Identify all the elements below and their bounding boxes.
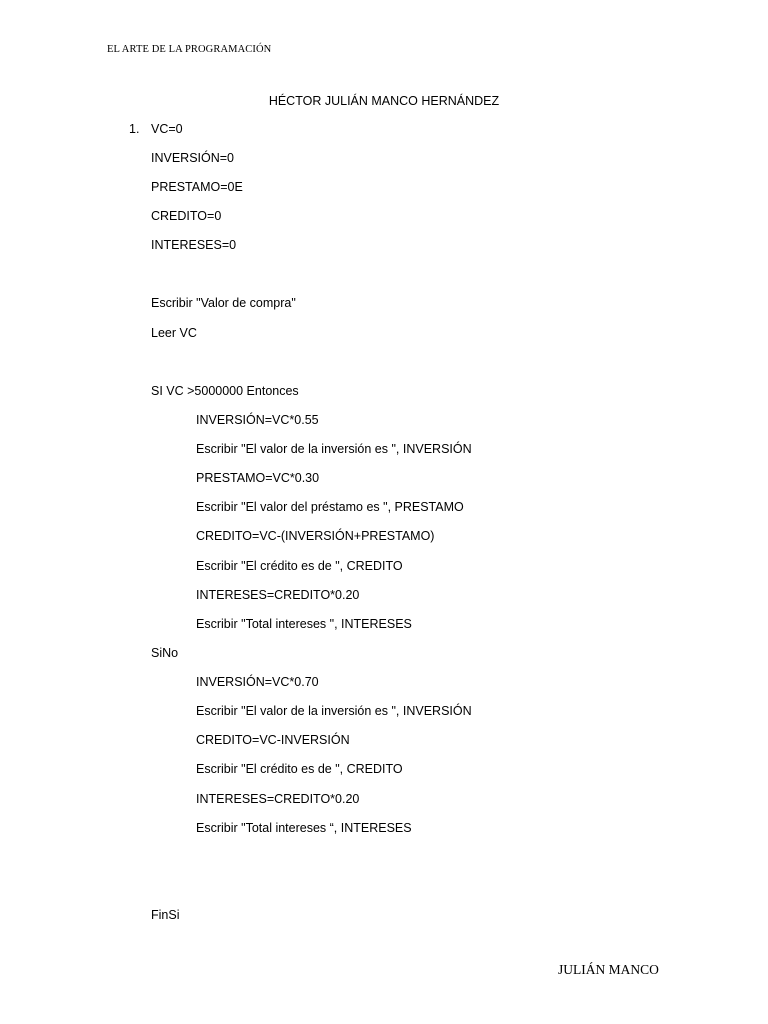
code-line: INTERESES=CREDITO*0.20 <box>196 588 360 602</box>
code-line: SI VC >5000000 Entonces <box>151 384 299 398</box>
page-footer: JULIÁN MANCO <box>558 962 659 977</box>
code-line: INVERSIÓN=VC*0.55 <box>196 413 319 427</box>
code-line: Escribir "El valor de la inversión es ", INVERSIÓN <box>196 442 472 456</box>
code-line: CREDITO=VC-INVERSIÓN <box>196 733 350 747</box>
code-line: INVERSIÓN=0 <box>151 151 235 165</box>
code-line: Leer VC <box>151 326 197 340</box>
code-line: INTERESES=0 <box>151 238 237 252</box>
code-line: FinSi <box>151 908 180 922</box>
code-line: Escribir "El crédito es de ", CREDITO <box>196 559 403 573</box>
code-line: VC=0 <box>151 122 183 136</box>
code-line: Escribir "El valor del préstamo es ", PRESTAMO <box>196 500 464 514</box>
code-line: Escribir "El crédito es de ", CREDITO <box>196 762 403 776</box>
code-line: CREDITO=0 <box>151 209 222 223</box>
code-line: INTERESES=CREDITO*0.20 <box>196 792 360 806</box>
code-line: INVERSIÓN=VC*0.70 <box>196 675 319 689</box>
code-line: PRESTAMO=0E <box>151 180 243 194</box>
code-line: PRESTAMO=VC*0.30 <box>196 471 320 485</box>
page-header: EL ARTE DE LA PROGRAMACIÓN <box>107 44 272 55</box>
list-number: 1. <box>129 122 140 136</box>
code-line: Escribir "Total intereses “, INTERESES <box>196 821 412 835</box>
author-name: HÉCTOR JULIÁN MANCO HERNÁNDEZ <box>268 94 500 108</box>
code-line: Escribir "Valor de compra" <box>151 296 296 310</box>
code-line: SiNo <box>151 646 179 660</box>
code-line: CREDITO=VC-(INVERSIÓN+PRESTAMO) <box>196 529 435 543</box>
code-line: Escribir "El valor de la inversión es ", INVERSIÓN <box>196 704 472 718</box>
code-line: Escribir "Total intereses ", INTERESES <box>196 617 412 631</box>
